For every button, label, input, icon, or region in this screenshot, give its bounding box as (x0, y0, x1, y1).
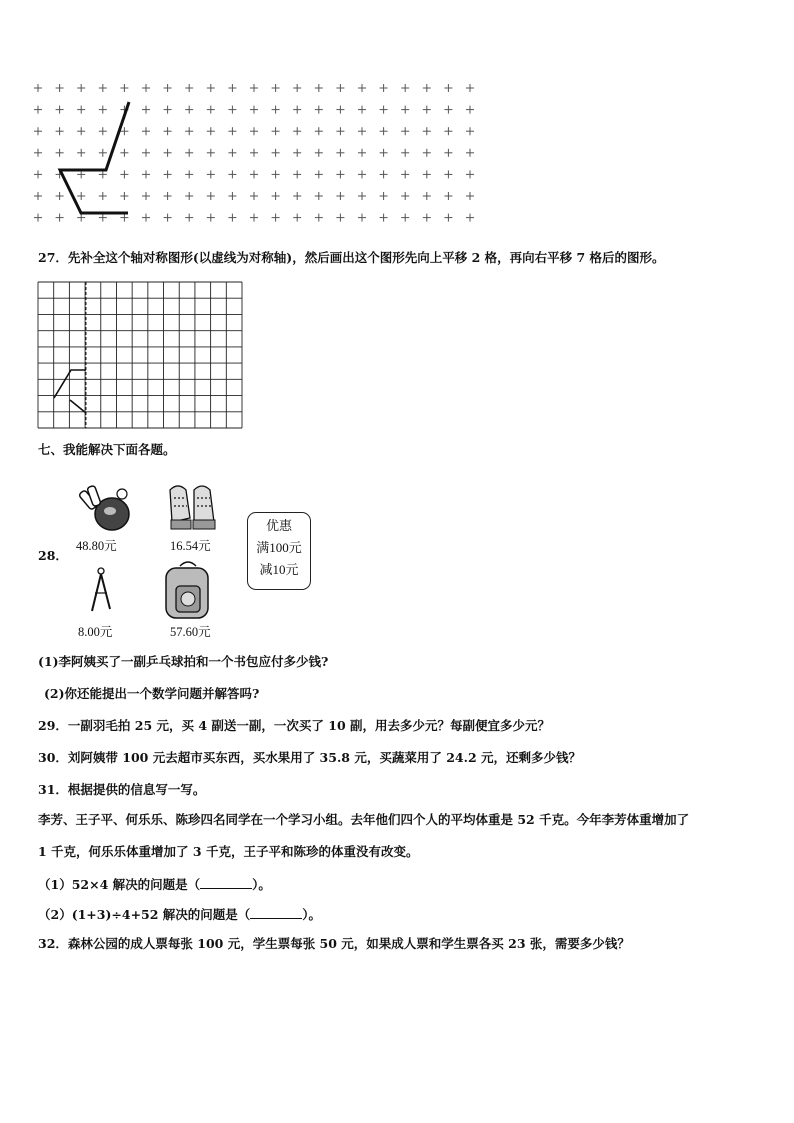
price-compass: 8.00元 (78, 625, 113, 639)
answer-blank-1[interactable] (200, 876, 252, 889)
promotion-box (247, 512, 311, 590)
question-31-paragraph-1: 李芳、王子平、何乐乐、陈珍四名同学在一个学习小组。去年他们四个人的平均体重是 52 千克。今年李芳体重增加了 (38, 812, 690, 827)
half-figure (54, 370, 86, 398)
question-31-text: 31．根据提供的信息写一写。 (38, 782, 206, 797)
question-31-sub-1 (38, 876, 271, 893)
promo-line-2: 满100元 (256, 540, 302, 555)
question-30-text: 30．刘阿姨带 100 元去超市买东西，买水果用了 35.8 元，买蔬菜用了 24.2 元，还剩多少钱？ (38, 750, 581, 765)
ping-pong-paddle-image (78, 484, 132, 534)
promo-line-3: 减10元 (259, 562, 299, 577)
compass-image (86, 565, 116, 615)
question-29-text: 29．一副羽毛拍 25 元，买 4 副送一副，一次买了 10 副，用去多少元？每副便宜多少元？ (38, 718, 550, 733)
promo-line-1: 优惠 (265, 518, 292, 533)
question-28-sub-1: (1)李阿姨买了一副乒乓球拍和一个书包应付多少钱? (38, 654, 329, 669)
square-grid-q27 (36, 280, 244, 430)
price-backpack: 57.60元 (170, 625, 211, 639)
question-31-paragraph-2: 1 千克，何乐乐体重增加了 3 千克，王子平和陈珍的体重没有改变。 (38, 844, 419, 859)
sub-1-suffix: ）。 (252, 877, 271, 892)
sub-1-prefix: （1）52×4 解决的问题是（ (38, 877, 201, 892)
price-paddle: 48.80元 (76, 539, 117, 553)
question-27-text: 27．先补全这个轴对称图形(以虚线为对称轴)，然后画出这个图形先向上平移 2 格，再向右平移 7 格后的图形。 (38, 250, 665, 265)
sub-2-suffix: ）。 (302, 907, 322, 922)
question-28-number: 28． (38, 548, 68, 563)
answer-blank-2[interactable] (250, 906, 302, 919)
half-figure-bottom (70, 400, 86, 413)
question-32-text: 32．森林公园的成人票每张 100 元，学生票每张 50 元，如果成人票和学生票各买 23 张，需要多少钱？ (38, 936, 630, 951)
question-28-sub-2: (2)你还能提出一个数学问题并解答吗? (44, 686, 260, 701)
grid-figure-lines (60, 102, 129, 213)
question-31-sub-2 (38, 906, 321, 923)
mittens-image (164, 482, 220, 532)
dotted-grid-figure (34, 80, 482, 238)
price-mittens: 16.54元 (170, 539, 211, 553)
sub-2-prefix: （2）(1+3)÷4+52 解决的问题是（ (38, 907, 251, 922)
section-7-title: 七、我能解决下面各题。 (38, 442, 176, 457)
backpack-image (160, 560, 216, 620)
